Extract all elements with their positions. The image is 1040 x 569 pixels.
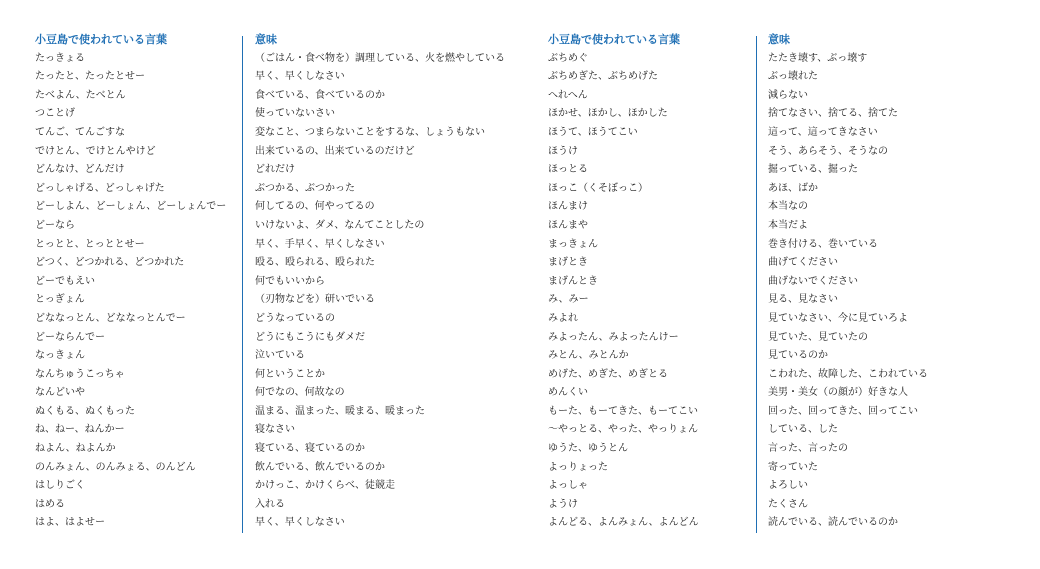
left-term-cell: どーしよん、どーしょん、どーしょんでー xyxy=(35,201,227,213)
right-term-cell: まっきょん xyxy=(548,238,598,250)
left-term-cell: ぬくもる、ぬくもった xyxy=(35,405,135,417)
left-meaning-cell: （刃物などを）研いでいる xyxy=(255,294,375,306)
left-term-header: 小豆島で使われている言葉 xyxy=(35,33,167,46)
right-meaning-cell: ぶっ壊れた xyxy=(768,71,818,83)
right-meaning-cell: よろしい xyxy=(768,480,808,492)
right-term-cell: ほかせ、ほかし、ほかした xyxy=(548,108,668,120)
right-meaning-cell: あほ、ばか xyxy=(768,182,818,194)
right-meaning-header: 意味 xyxy=(768,33,790,46)
right-meaning-cell: こわれた、故障した、こわれている xyxy=(768,368,928,380)
left-meaning-cell: 早く、手早く、早くしなさい xyxy=(255,238,385,250)
left-term-column xyxy=(35,31,226,533)
left-term-cell: でけとん、でけとんやけど xyxy=(35,145,156,157)
right-meaning-cell: 本当なの xyxy=(768,201,808,213)
left-meaning-cell: 使っていないさい xyxy=(255,108,335,120)
left-term-cell: つことげ xyxy=(35,108,75,120)
right-meaning-list xyxy=(768,50,928,533)
left-meaning-cell: （ごはん・食べ物を）調理している、火を燃やしている xyxy=(255,52,505,64)
right-term-cell: ほっこ（くそぼっこ） xyxy=(548,182,648,194)
left-meaning-cell: 入れる xyxy=(255,498,285,510)
left-meaning-cell: 温まる、温まった、暖まる、暖まった xyxy=(255,405,425,417)
left-meaning-cell: 早く、早くしなさい xyxy=(255,71,345,83)
left-term-cell: とっとと、とっととせー xyxy=(35,238,145,250)
left-meaning-column xyxy=(255,31,505,533)
left-meaning-cell: 何でなの、何故なの xyxy=(255,387,345,399)
left-term-cell: なんちゅうこっちゃ xyxy=(35,368,125,380)
left-meaning-cell: どうにもこうにもダメだ xyxy=(255,331,365,343)
left-meaning-cell: 飲んでいる、飲んでいるのか xyxy=(255,461,385,473)
right-meaning-cell: 本当だよ xyxy=(768,219,808,231)
left-term-cell: たっきょる xyxy=(35,52,85,64)
right-meaning-cell: 読んでいる、読んでいるのか xyxy=(768,517,898,529)
right-term-cell: よっしゃ xyxy=(548,480,588,492)
left-meaning-cell: どうなっているの xyxy=(255,312,335,324)
right-term-cell: めげた、めぎた、めぎとる xyxy=(548,368,668,380)
left-meaning-cell: 出来ているの、出来ているのだけど xyxy=(255,145,415,157)
right-term-cell: まげとき xyxy=(548,257,588,269)
left-term-cell: のんみょん、のんみょる、のんどん xyxy=(35,461,196,473)
left-column-divider xyxy=(242,36,243,533)
right-column-divider xyxy=(756,36,757,533)
left-meaning-cell: 何でもいいから xyxy=(255,275,325,287)
left-term-cell: たったと、たったとせー xyxy=(35,71,145,83)
right-meaning-cell: 見ていた、見ていたの xyxy=(768,331,868,343)
left-meaning-cell: 変なこと、つまらないことをするな、しょうもない xyxy=(255,126,485,138)
left-meaning-cell: 食べている、食べているのか xyxy=(255,89,385,101)
right-term-cell: よっりょった xyxy=(548,461,608,473)
left-meaning-cell: かけっこ、かけくらべ、徒競走 xyxy=(255,480,395,492)
left-term-cell: はめる xyxy=(35,498,65,510)
left-term-cell: なんどいや xyxy=(35,387,85,399)
right-meaning-cell: している、した xyxy=(768,424,838,436)
right-meaning-cell: 寄っていた xyxy=(768,461,818,473)
left-term-cell: はしりごく xyxy=(35,480,85,492)
left-term-cell: なっきょん xyxy=(35,350,85,362)
left-meaning-list xyxy=(255,50,505,533)
left-term-cell: どんなけ、どんだけ xyxy=(35,164,125,176)
right-term-cell: まげんとき xyxy=(548,275,598,287)
left-meaning-cell: 寝ている、寝ているのか xyxy=(255,443,365,455)
right-term-cell: 〜やっとる、やった、やっりょん xyxy=(548,424,698,436)
left-meaning-cell: ぶつかる、ぶつかった xyxy=(255,182,355,194)
right-term-cell: みよったん、みよったんけー xyxy=(548,331,679,343)
right-meaning-cell: 見る、見なさい xyxy=(768,294,838,306)
right-meaning-cell: たたき壊す、ぶっ壊す xyxy=(768,52,868,64)
left-term-cell: とっぎょん xyxy=(35,294,85,306)
right-term-cell: み、みー xyxy=(548,294,589,306)
right-meaning-cell: 曲げないでください xyxy=(768,275,858,287)
left-meaning-cell: 泣いている xyxy=(255,350,305,362)
left-meaning-header: 意味 xyxy=(255,33,277,46)
left-meaning-cell: 何ということか xyxy=(255,368,325,380)
right-term-cell: よんどる、よんみょん、よんどん xyxy=(548,517,699,529)
right-meaning-column xyxy=(768,31,928,533)
right-meaning-cell: そう、あらそう、そうなの xyxy=(768,145,888,157)
left-meaning-cell: どれだけ xyxy=(255,164,295,176)
left-term-cell: ねよん、ねよんか xyxy=(35,443,116,455)
right-term-cell: へれへん xyxy=(548,89,588,101)
right-term-cell: みとん、みとんか xyxy=(548,350,629,362)
left-term-cell: どななっとん、どななっとんでー xyxy=(35,312,186,324)
right-meaning-cell: 減らない xyxy=(768,89,808,101)
right-term-cell: ほうけ xyxy=(548,145,578,157)
right-term-cell: ぶちめぐ xyxy=(548,52,588,64)
right-meaning-cell: 這って、這ってきなさい xyxy=(768,126,878,138)
left-meaning-cell: 寝なさい xyxy=(255,424,295,436)
left-term-cell: どつく、どつかれる、どつかれた xyxy=(35,257,185,269)
left-term-cell: どーならんでー xyxy=(35,331,105,343)
right-term-column xyxy=(548,31,699,533)
right-term-cell: みよれ xyxy=(548,312,578,324)
right-meaning-cell: 巻き付ける、巻いている xyxy=(768,238,878,250)
right-meaning-cell: 見ていなさい、今に見ていろよ xyxy=(768,312,908,324)
right-term-cell: ほっとる xyxy=(548,164,588,176)
left-term-list xyxy=(35,50,226,533)
right-meaning-cell: 捨てなさい、捨てる、捨てた xyxy=(768,108,898,120)
right-meaning-cell: 掘っている、掘った xyxy=(768,164,858,176)
right-term-cell: ほんまけ xyxy=(548,201,588,213)
left-term-cell: どーでもえい xyxy=(35,275,95,287)
right-meaning-cell: たくさん xyxy=(768,498,808,510)
right-meaning-cell: 見ているのか xyxy=(768,350,828,362)
right-term-cell: めんくい xyxy=(548,387,588,399)
right-meaning-cell: 曲げてください xyxy=(768,257,838,269)
left-term-cell: はよ、はよせー xyxy=(35,517,105,529)
right-term-cell: ゆうた、ゆうとん xyxy=(548,443,628,455)
left-meaning-cell: 殴る、殴られる、殴られた xyxy=(255,257,375,269)
left-meaning-cell: 早く、早くしなさい xyxy=(255,517,345,529)
left-term-cell: どーなら xyxy=(35,219,75,231)
right-term-cell: ほうて、ほうてこい xyxy=(548,126,638,138)
right-term-cell: ぶちめぎた、ぶちめげた xyxy=(548,71,658,83)
right-meaning-cell: 回った、回ってきた、回ってこい xyxy=(768,405,918,417)
right-term-cell: ようけ xyxy=(548,498,578,510)
left-term-cell: ね、ねー、ねんかー xyxy=(35,424,125,436)
right-meaning-cell: 言った、言ったの xyxy=(768,443,848,455)
right-term-header: 小豆島で使われている言葉 xyxy=(548,33,680,46)
left-term-cell: どっしゃげる、どっしゃげた xyxy=(35,182,165,194)
right-meaning-cell: 美男・美女（の顔が）好きな人 xyxy=(768,387,908,399)
right-term-cell: もーた、もーてきた、もーてこい xyxy=(548,405,698,417)
left-term-cell: たべよん、たべとん xyxy=(35,89,126,101)
left-meaning-cell: 何してるの、何やってるの xyxy=(255,201,375,213)
right-term-list xyxy=(548,50,699,533)
left-term-cell: てんご、てんごすな xyxy=(35,126,125,138)
left-meaning-cell: いけないよ、ダメ、なんてことしたの xyxy=(255,219,425,231)
right-term-cell: ほんまや xyxy=(548,219,588,231)
